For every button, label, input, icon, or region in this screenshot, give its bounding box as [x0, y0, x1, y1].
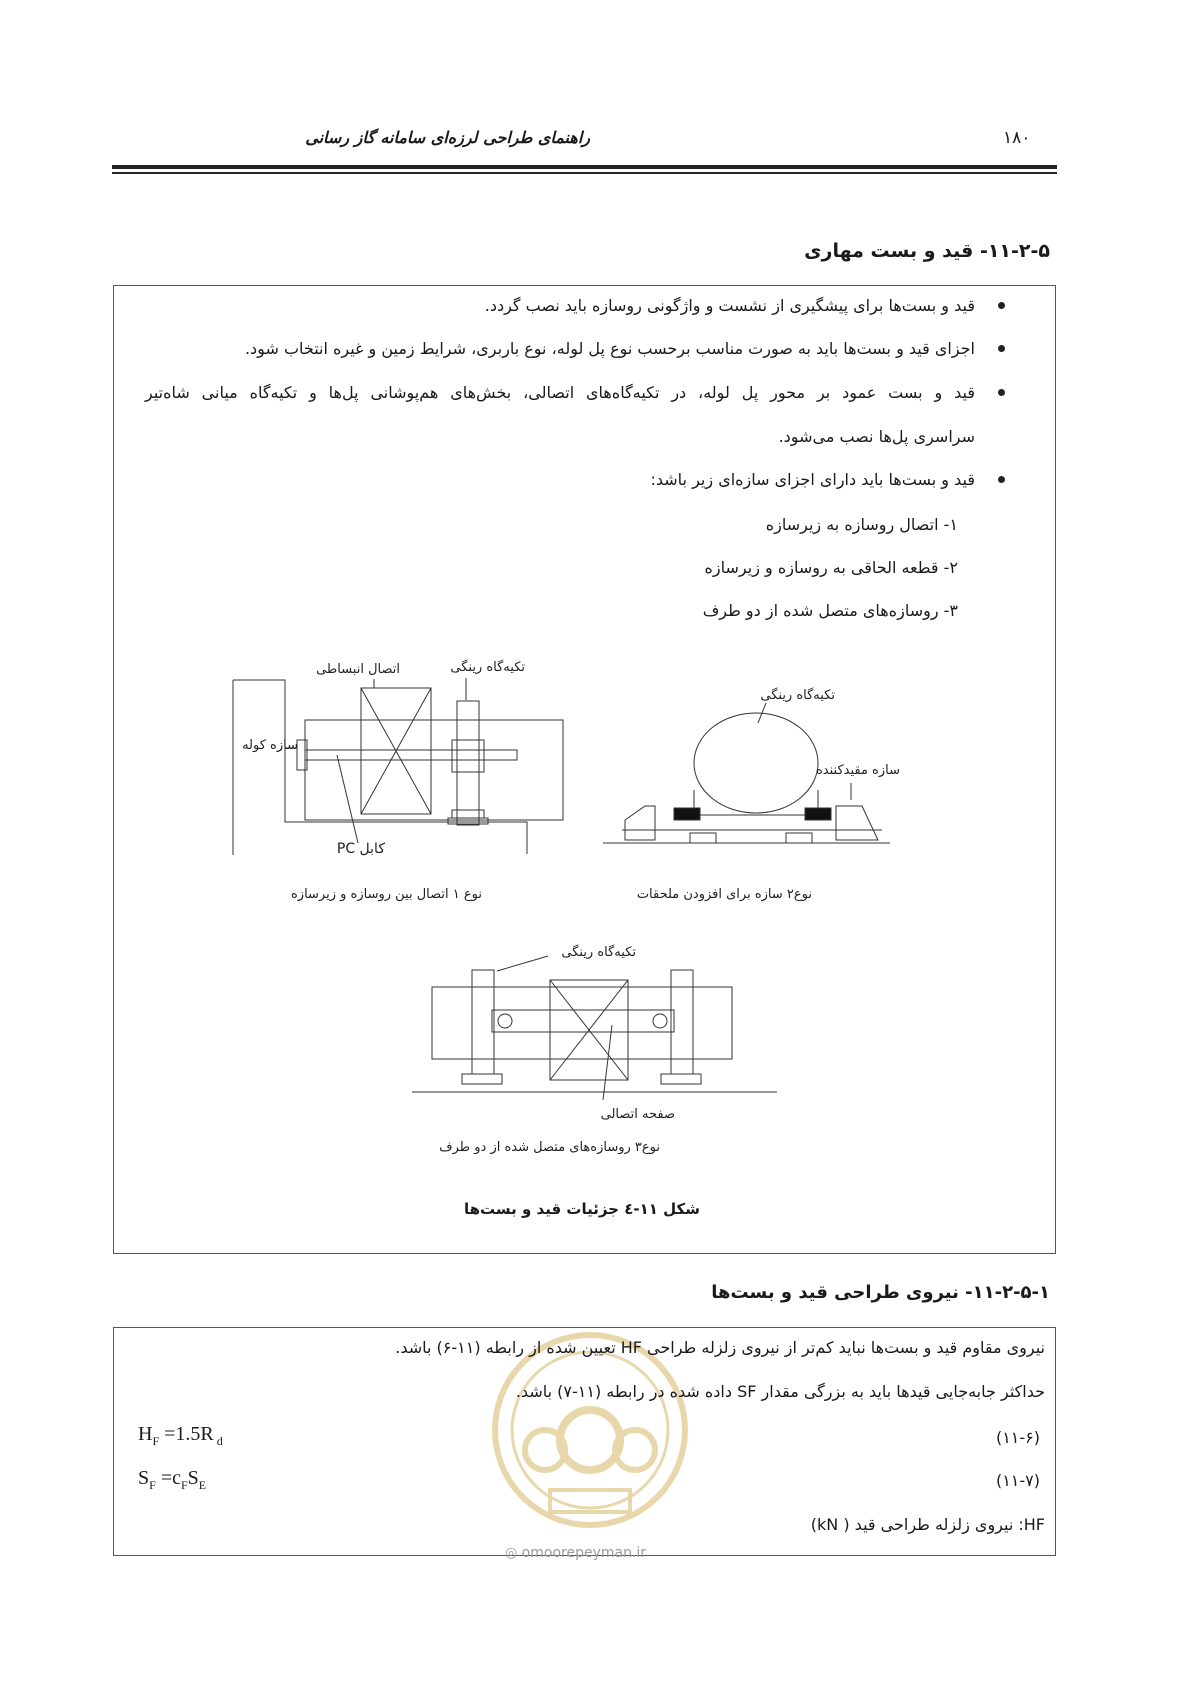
label-expansion-joint: اتصال انبساطی	[316, 662, 400, 677]
publisher-seal	[490, 1330, 720, 1560]
numbered-item: ۱- اتصال روسازه به زیرسازه	[765, 515, 958, 534]
running-header-title: راهنمای طراحی لرزه‌ای سامانه گاز رسانی	[305, 128, 590, 147]
bullet-item: قید و بست عمود بر محور پل لوله، در تکیه‌گاه‌های اتصالی، بخش‌های هم‌پوشانی پل‌ها و تکیه‌گاه میانی شاه‌تیر	[145, 381, 975, 405]
label-ring-support: تکیه‌گاه رینگی	[760, 688, 835, 703]
type1-drawing	[233, 678, 563, 855]
equation-number: (۱۱-۷)	[995, 1471, 1040, 1490]
label-ring-support: تکیه‌گاه رینگی	[561, 945, 636, 960]
bullet-continuation: سراسری پل‌ها نصب می‌شود.	[778, 427, 975, 446]
equation-hf: $H_F =1.5R$ $_d$	[138, 1423, 223, 1448]
section-title: ۱۱-۲-۵- قید و بست مهاری	[804, 240, 1050, 262]
subsection-title: ۱۱-۲-۵-۱- نیروی طراحی قید و بست‌ها	[711, 1282, 1050, 1303]
watermark: ◎ omoorepeyman.ir	[505, 1545, 647, 1561]
bullet-item: قید و بست‌ها باید دارای اجزای سازه‌ای زیر باشد:	[650, 468, 975, 492]
label-restraint-structure: سازه مقیدکننده	[815, 763, 900, 778]
caption-type2: نوع۲ سازه برای افزودن ملحقات	[636, 887, 812, 902]
numbered-item: ۲- قطعه الحاقی به روسازه و زیرسازه	[704, 558, 958, 577]
caption-type3: نوع۳ روسازه‌های متصل شده از دو طرف	[439, 1140, 660, 1155]
equation-number: (۱۱-۶)	[995, 1428, 1040, 1447]
type3-drawing	[412, 956, 777, 1100]
label-pc-cable: کابل PC	[336, 841, 385, 857]
numbered-item: ۳- روسازه‌های متصل شده از دو طرف	[702, 601, 958, 620]
page-number: ۱۸۰	[1003, 128, 1031, 148]
bullet-item: اجزای قید و بست‌ها باید به صورت مناسب برحسب نوع پل لوله، نوع باربری، شرایط زمین و غیره انتخاب شود.	[245, 337, 975, 361]
figure-caption: شکل ۱۱-٤ جزئیات قید و بست‌ها	[463, 1200, 700, 1218]
equation-sf: $S_F =c_FS_E$	[138, 1467, 207, 1492]
label-ring-support: تکیه‌گاه رینگی	[450, 660, 525, 675]
caption-type1: نوع ۱ اتصال بین روسازه و زیرسازه	[290, 887, 482, 902]
paragraph: نیروی مقاوم قید و بست‌ها نباید کم‌تر از نیروی زلزله طراحی HF تعیین شده از رابطه (۱۱-۶) باشد.	[395, 1338, 1045, 1357]
label-connecting-plate: صفحه اتصالی	[600, 1107, 675, 1122]
symbol-definition: HF: نیروی زلزله طراحی قید ( kN)	[810, 1515, 1045, 1534]
label-abutment: سازه کوله	[242, 738, 298, 753]
bullet-item: قید و بست‌ها برای پیشگیری از نشست و واژگونی روسازه باید نصب گردد.	[485, 294, 975, 318]
paragraph: حداکثر جابه‌جایی قیدها باید به بزرگی مقدار SF داده شده در رابطه (۱۱-۷) باشد.	[515, 1382, 1045, 1401]
